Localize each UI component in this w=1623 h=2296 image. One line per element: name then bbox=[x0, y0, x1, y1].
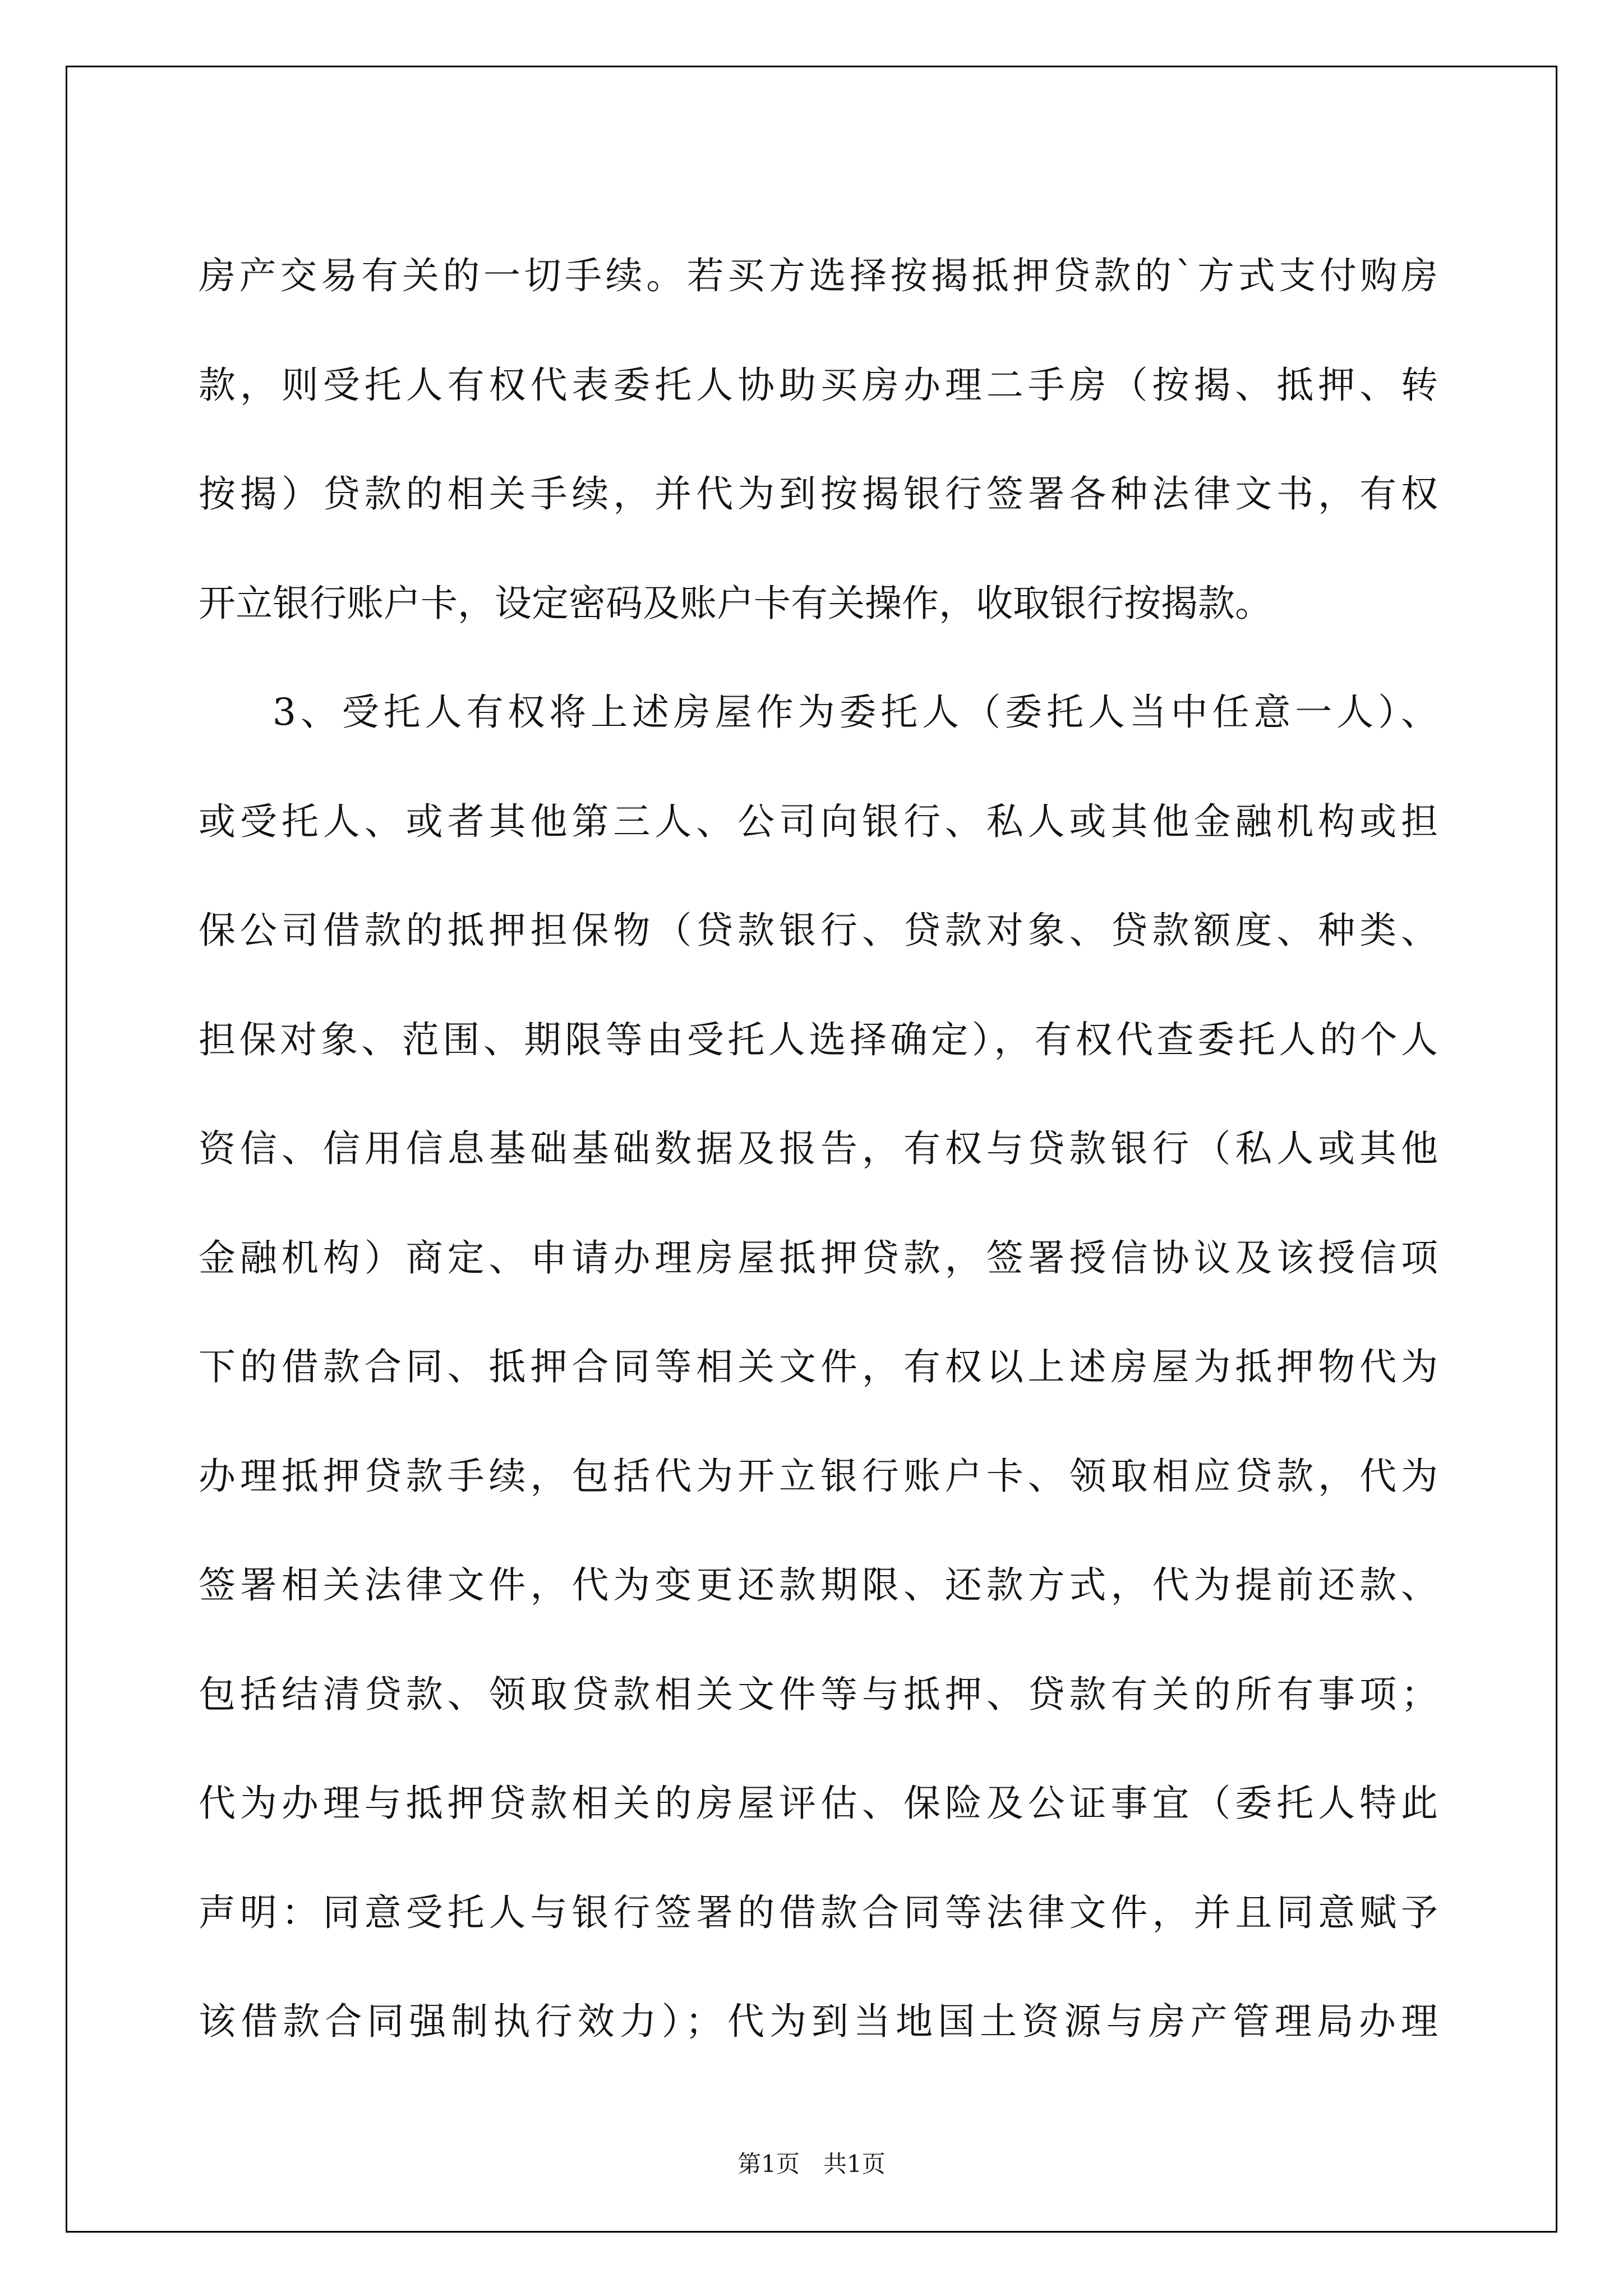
text-line: 保公司借款的抵押担保物（贷款银行、贷款对象、贷款额度、种类、 bbox=[199, 909, 1438, 952]
text-line: 款，则受托人有权代表委托人协助买房办理二手房（按揭、抵押、转 bbox=[199, 363, 1438, 407]
text-line: 或受托人、或者其他第三人、公司向银行、私人或其他金融机构或担 bbox=[199, 799, 1438, 843]
text-line: 按揭）贷款的相关手续，并代为到按揭银行签署各种法律文书，有权 bbox=[199, 472, 1438, 516]
page-number-footer: 第1页 共1页 bbox=[737, 2150, 886, 2178]
text-line: 代为办理与抵押贷款相关的房屋评估、保险及公证事宜（委托人特此 bbox=[199, 1782, 1438, 1825]
text-line: 担保对象、范围、期限等由受托人选择确定），有权代查委托人的个人 bbox=[199, 1018, 1438, 1061]
text-line: 办理抵押贷款手续，包括代为开立银行账户卡、领取相应贷款，代为 bbox=[199, 1454, 1438, 1498]
document-body bbox=[199, 222, 1438, 2077]
text-line: 资信、信用信息基础基础数据及报告，有权与贷款银行（私人或其他 bbox=[199, 1127, 1438, 1170]
text-line: 签署相关法律文件，代为变更还款期限、还款方式，代为提前还款、 bbox=[199, 1563, 1438, 1607]
text-line: 包括结清贷款、领取贷款相关文件等与抵押、贷款有关的所有事项； bbox=[199, 1672, 1438, 1716]
text-line: 声明：同意受托人与银行签署的借款合同等法律文件，并且同意赋予 bbox=[199, 1890, 1438, 1934]
text-line: 3、受托人有权将上述房屋作为委托人（委托人当中任意一人）、 bbox=[273, 691, 1438, 734]
text-line: 下的借款合同、抵押合同等相关文件，有权以上述房屋为抵押物代为 bbox=[199, 1345, 1438, 1388]
text-line: 开立银行账户卡，设定密码及账户卡有关操作，收取银行按揭款。 bbox=[199, 581, 1272, 625]
text-line: 该借款合同强制执行效力）；代为到当地国土资源与房产管理局办理 bbox=[199, 2000, 1438, 2043]
text-line: 金融机构）商定、申请办理房屋抵押贷款，签署授信协议及该授信项 bbox=[199, 1236, 1438, 1280]
text-line: 房产交易有关的一切手续。若买方选择按揭抵押贷款的`方式支付购房 bbox=[199, 254, 1438, 297]
